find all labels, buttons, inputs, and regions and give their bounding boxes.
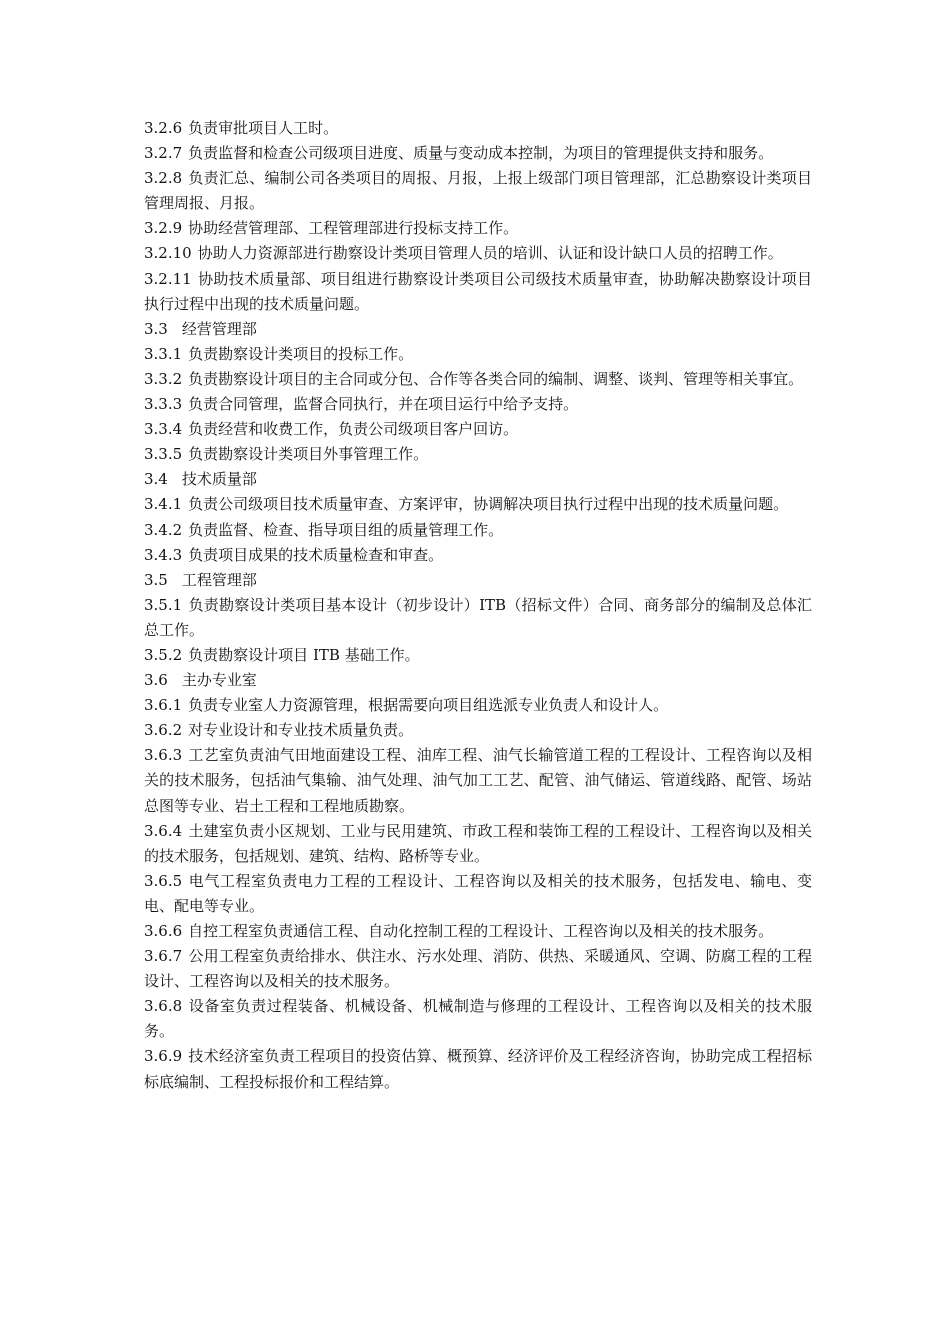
item-number: 3.2.11 — [144, 269, 192, 288]
item-3-2-9 — [144, 216, 812, 241]
item-number: 3.4.3 — [144, 545, 183, 564]
item-3-4-2 — [144, 518, 812, 543]
item-text: 协助人力资源部进行勘察设计类项目管理人员的培训、认证和设计缺口人员的招聘工作。 — [197, 244, 783, 263]
item-number: 3.2.8 — [144, 169, 183, 188]
item-3-6-2 — [144, 718, 812, 743]
section-heading-3-4 — [144, 467, 812, 492]
item-number: 3.6.4 — [144, 821, 183, 840]
item-number: 3.6.1 — [144, 696, 183, 715]
item-number: 3.6.3 — [144, 746, 183, 765]
item-number: 3.4.1 — [144, 495, 183, 514]
item-3-3-4 — [144, 417, 812, 442]
item-number: 3.6.6 — [144, 922, 183, 940]
item-text: 负责勘察设计项目的主合同或分包、合作等各类合同的编制、调整、谈判、管理等相关事宜。 — [188, 369, 804, 388]
item-number: 3.2.6 — [144, 119, 183, 137]
item-text: 负责汇总、编制公司各类项目的周报、月报，上报上级部门项目管理部，汇总勘察设计类项目管理周报、月报。 — [144, 169, 812, 213]
item-3-2-6 — [144, 116, 812, 141]
item-text: 负责勘察设计项目 ITB 基础工作。 — [188, 645, 420, 664]
item-text: 电气工程室负责电力工程的工程设计、工程咨询以及相关的技术服务，包括发电、输电、变电、配电等专业。 — [144, 871, 812, 915]
item-number: 3.6.5 — [144, 871, 183, 890]
item-3-6-7 — [144, 944, 812, 994]
item-3-5-2 — [144, 643, 812, 668]
item-3-3-5 — [144, 442, 812, 467]
item-text: 负责经营和收费工作，负责公司级项目客户回访。 — [188, 420, 519, 439]
section-title: 经营管理部 — [181, 319, 257, 338]
item-number: 3.6.2 — [144, 721, 183, 740]
item-3-6-3 — [144, 743, 812, 818]
section-title: 主办专业室 — [181, 671, 257, 690]
item-text: 负责项目成果的技术质量检查和审查。 — [188, 545, 444, 564]
item-3-2-8 — [144, 166, 812, 216]
item-3-6-4 — [144, 819, 812, 869]
section-number: 3.4 — [144, 470, 168, 489]
item-text: 负责监督和检查公司级项目进度、质量与变动成本控制，为项目的管理提供支持和服务。 — [188, 144, 774, 163]
item-3-6-1 — [144, 693, 812, 718]
item-text: 负责专业室人力资源管理，根据需要向项目组选派专业负责人和设计人。 — [188, 696, 669, 715]
item-text: 负责公司级项目技术质量审查、方案评审，协调解决项目执行过程中出现的技术质量问题。 — [188, 495, 789, 514]
section-heading-3-6 — [144, 668, 812, 693]
item-text: 负责勘察设计类项目外事管理工作。 — [188, 445, 429, 464]
item-text: 技术经济室负责工程项目的投资估算、概预算、经济评价及工程经济咨询，协助完成工程招标标底编制、工程投标报价和工程结算。 — [144, 1047, 812, 1091]
item-number: 3.6.8 — [144, 997, 183, 1016]
item-text: 土建室负责小区规划、工业与民用建筑、市政工程和装饰工程的工程设计、工程咨询以及相关的技术服务，包括规划、建筑、结构、路桥等专业。 — [144, 821, 812, 865]
item-text: 负责勘察设计类项目的投标工作。 — [188, 344, 414, 363]
item-text: 协助技术质量部、项目组进行勘察设计类项目公司级技术质量审查，协助解决勘察设计项目执行过程中出现的技术质量问题。 — [144, 269, 812, 313]
item-3-6-8 — [144, 994, 812, 1044]
item-number: 3.3.3 — [144, 395, 183, 414]
item-text: 公用工程室负责给排水、供注水、污水处理、消防、供热、采暖通风、空调、防腐工程的工程设计、工程咨询以及相关的技术服务。 — [144, 947, 812, 991]
section-heading-3-3 — [144, 317, 812, 342]
section-title: 工程管理部 — [181, 570, 257, 589]
item-text: 自控工程室负责通信工程、自动化控制工程的工程设计、工程咨询以及相关的技术服务。 — [188, 922, 774, 940]
item-number: 3.3.1 — [144, 344, 183, 363]
item-number: 3.4.2 — [144, 520, 183, 539]
item-3-6-9 — [144, 1044, 812, 1094]
item-text: 负责监督、检查、指导项目组的质量管理工作。 — [188, 520, 504, 539]
item-number: 3.3.5 — [144, 445, 183, 464]
item-number: 3.6.9 — [144, 1047, 183, 1066]
section-title: 技术质量部 — [181, 470, 257, 489]
section-number: 3.5 — [144, 570, 168, 589]
section-number: 3.6 — [144, 671, 168, 690]
item-text: 设备室负责过程装备、机械设备、机械制造与修理的工程设计、工程咨询以及相关的技术服务。 — [144, 997, 812, 1041]
item-3-2-11 — [144, 267, 812, 317]
item-3-4-1 — [144, 492, 812, 517]
item-number: 3.3.4 — [144, 420, 183, 439]
item-number: 3.2.9 — [144, 219, 183, 238]
item-number: 3.6.7 — [144, 947, 183, 966]
item-number: 3.5.2 — [144, 645, 183, 664]
item-3-3-2 — [144, 367, 812, 392]
item-text: 工艺室负责油气田地面建设工程、油库工程、油气长输管道工程的工程设计、工程咨询以及相关的技术服务，包括油气集输、油气处理、油气加工工艺、配管、油气储运、管道线路、配管、场站总图等专业、岩土工程和工程地质勘察。 — [144, 746, 812, 815]
item-3-5-1 — [144, 593, 812, 643]
item-number: 3.2.7 — [144, 144, 183, 163]
item-text: 对专业设计和专业技术质量负责。 — [188, 721, 414, 740]
item-3-2-10 — [144, 241, 812, 266]
item-3-6-5 — [144, 869, 812, 919]
item-text: 负责审批项目人工时。 — [188, 119, 339, 137]
item-3-2-7 — [144, 141, 812, 166]
item-text: 负责合同管理，监督合同执行，并在项目运行中给予支持。 — [188, 395, 579, 414]
item-3-3-3 — [144, 392, 812, 417]
item-3-4-3 — [144, 543, 812, 568]
document-page — [144, 116, 812, 1095]
item-number: 3.2.10 — [144, 244, 192, 263]
item-3-3-1 — [144, 342, 812, 367]
item-3-6-6 — [144, 919, 812, 944]
section-number: 3.3 — [144, 319, 168, 338]
section-heading-3-5 — [144, 568, 812, 593]
item-text: 协助经营管理部、工程管理部进行投标支持工作。 — [188, 219, 519, 238]
item-number: 3.3.2 — [144, 369, 183, 388]
item-number: 3.5.1 — [144, 595, 183, 614]
item-text: 负责勘察设计类项目基本设计（初步设计）ITB（招标文件）合同、商务部分的编制及总体汇总工作。 — [144, 595, 812, 639]
